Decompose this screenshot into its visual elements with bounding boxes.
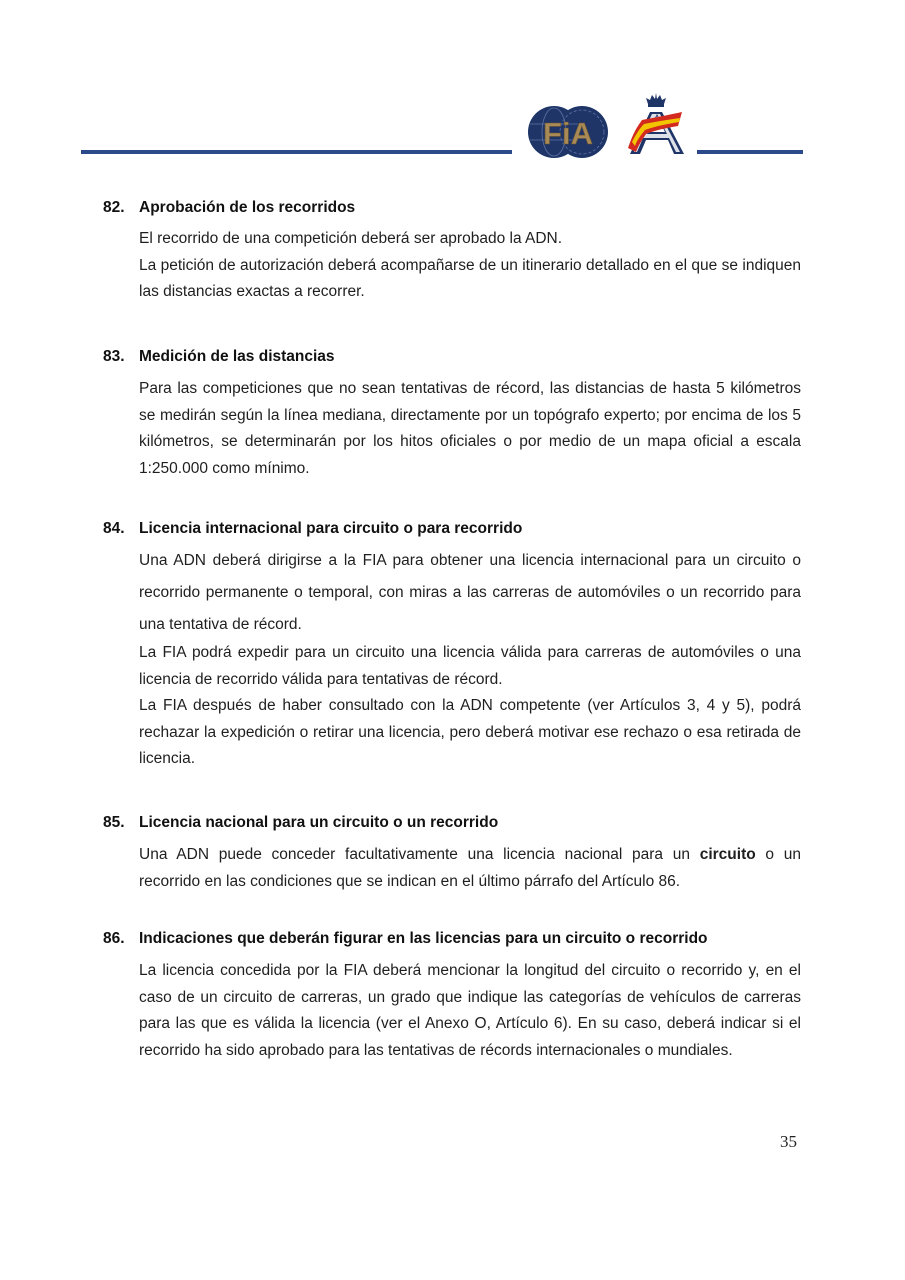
article-number: 84. [103,520,125,537]
paragraph: Una ADN deberá dirigirse a la FIA para obtener una licencia internacional para un circuito o recorrido permanente o temporal, con miras a las carreras de automóviles o un recorrido para una tentativa de récord. [139,552,801,633]
article-body [139,842,801,895]
article-body [139,376,801,482]
paragraph: La petición de autorización deberá acompañarse de un itinerario detallado en el que se indiquen las distancias exactas a recorrer. [139,256,801,300]
article-title: Licencia nacional para un circuito o un recorrido [139,814,499,831]
header-rule-right [697,150,803,154]
header-rule-left [81,150,512,154]
article-heading [103,929,803,949]
article-title: Licencia internacional para circuito o para recorrido [139,520,523,537]
article-84 [103,519,803,773]
article-heading [103,198,803,218]
article-heading [103,813,803,833]
article-number: 82. [103,199,125,216]
page-number: 35 [780,1132,797,1151]
article-body [139,958,801,1064]
article-title: Aprobación de los recorridos [139,199,356,216]
paragraph: La FIA después de haber consultado con la ADN competente (ver Artículos 3, 4 y 5), podrá rechazar la expedición o retirar una licencia, pero deberá motivar ese rechazo o esa retirada de licencia. [139,697,801,767]
paragraph: La licencia concedida por la FIA deberá mencionar la longitud del circuito o recorrido y, en el caso de un circuito de carreras, un grado que indique las categorías de vehículos de carreras para las que es válida la licencia (ver el Anexo O, Artículo 6). En su caso, deberá indicar si el recorrido ha sido aprobado para las tentativas de récords internacionales o mundiales. [139,962,801,1059]
article-heading [103,519,803,539]
svg-text:FiA: FiA [543,116,593,151]
bold-term: circuito [699,846,756,863]
article-body [139,226,801,306]
paragraph: La FIA podrá expedir para un circuito una licencia válida para carreras de automóviles o una licencia de recorrido válida para tentativas de récord. [139,644,801,688]
fia-logo-icon [527,104,609,160]
article-body [139,640,801,773]
article-86 [103,929,803,1064]
article-number: 86. [103,930,125,947]
paragraph: Una ADN puede conceder facultativamente una licencia nacional para un circuito o un recorrido en las condiciones que se indican en el último párrafo del Artículo 86. [139,846,801,890]
rfeda-logo-icon [624,90,688,156]
paragraph: El recorrido de una competición deberá ser aprobado la ADN. [139,230,563,247]
article-85 [103,813,803,895]
article-number: 85. [103,814,125,831]
article-title: Indicaciones que deberán figurar en las licencias para un circuito o recorrido [139,930,708,947]
article-title: Medición de las distancias [139,348,335,365]
article-body [139,545,801,641]
article-heading [103,347,803,367]
page-header [0,0,905,170]
paragraph: Para las competiciones que no sean tentativas de récord, las distancias de hasta 5 kilómetros se medirán según la línea mediana, directamente por un topógrafo experto; por encima de los 5 kilómetros, se determinarán por los hitos oficiales o por medio de un mapa oficial a escala 1:250.000 como mínimo. [139,380,801,477]
article-number: 83. [103,348,125,365]
article-83 [103,347,803,482]
article-82 [103,198,803,306]
